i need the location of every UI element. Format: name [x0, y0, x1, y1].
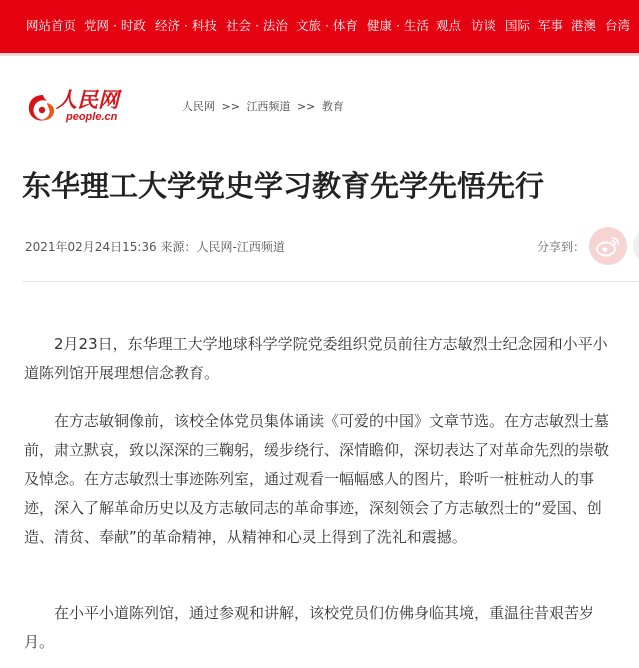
- nav-item-taiwan[interactable]: 台湾: [605, 18, 631, 33]
- breadcrumb-separator: >>: [221, 100, 240, 113]
- nav-item-home[interactable]: 网站首页: [26, 18, 77, 33]
- nav-underline: [0, 53, 639, 56]
- breadcrumb-channel[interactable]: 江西频道: [246, 100, 291, 113]
- nav-item-culture-sports[interactable]: 文旅 · 体育: [296, 18, 358, 33]
- article-source: 来源：人民网-江西频道: [160, 240, 285, 254]
- article-datetime: 2021年02月24日15:36: [25, 240, 157, 254]
- logo-wordmark: 人民网: [56, 87, 119, 112]
- site-logo[interactable]: [26, 88, 130, 128]
- article-paragraph: 2月23日，东华理工大学地球科学学院党委组织党员前往方志敏烈士纪念园和小平小道陈列馆开展理想信念教育。: [24, 335, 608, 382]
- nav-item-politics[interactable]: 党网 · 时政: [84, 18, 146, 33]
- logo-domain: people.cn: [66, 111, 118, 123]
- article-title: 东华理工大学党史学习教育先学先悟先行: [22, 169, 545, 203]
- header-divider: [22, 281, 639, 282]
- weibo-icon: [589, 227, 627, 265]
- nav-item-economy-tech[interactable]: 经济 · 科技: [155, 18, 217, 33]
- breadcrumb-separator: >>: [296, 100, 316, 113]
- nav-item-hk-macao[interactable]: 港澳: [571, 18, 597, 33]
- top-navigation-bar: [0, 0, 639, 53]
- logo-swirl-icon: [26, 92, 60, 124]
- article-meta: [25, 239, 285, 255]
- nav-item-military[interactable]: 军事: [538, 18, 564, 33]
- breadcrumb-section[interactable]: 教育: [321, 100, 344, 113]
- share-more-button[interactable]: [633, 227, 639, 265]
- nav-item-health-life[interactable]: 健康 · 生活: [367, 18, 429, 33]
- nav-item-interview[interactable]: 访谈: [471, 18, 497, 33]
- share-weibo-button[interactable]: [589, 227, 627, 265]
- nav-item-society-law[interactable]: 社会 · 法治: [226, 18, 288, 33]
- breadcrumb-home[interactable]: 人民网: [182, 100, 215, 113]
- article-paragraph: 在小平小道陈列馆，通过参观和讲解，该校党员们仿佛身临其境，重温往昔艰苦岁月。: [24, 604, 595, 651]
- nav-item-opinion[interactable]: 观点: [436, 18, 462, 33]
- share-label: 分享到：: [537, 240, 586, 254]
- article-paragraph: 在方志敏铜像前，该校全体党员集体诵读《可爱的中国》文章节选。在方志敏烈士墓前，肃立默哀，致以深深的三鞠躬，缓步绕行、深情瞻仰，深切表达了对革命先烈的崇敬及悼念。在方志敏烈士事迹陈列室，通过观看一幅幅感人的图片，聆听一桩桩动人的事迹，深入了解革命历史以及方志敏同志的革命事迹，深刻领会了方志敏烈士的“爱国、创造、清贫、奉献”的革命精神，从精神和心灵上得到了洗礼和震撼。: [24, 412, 610, 546]
- nav-item-international[interactable]: 国际: [505, 18, 531, 33]
- breadcrumb: [182, 100, 347, 114]
